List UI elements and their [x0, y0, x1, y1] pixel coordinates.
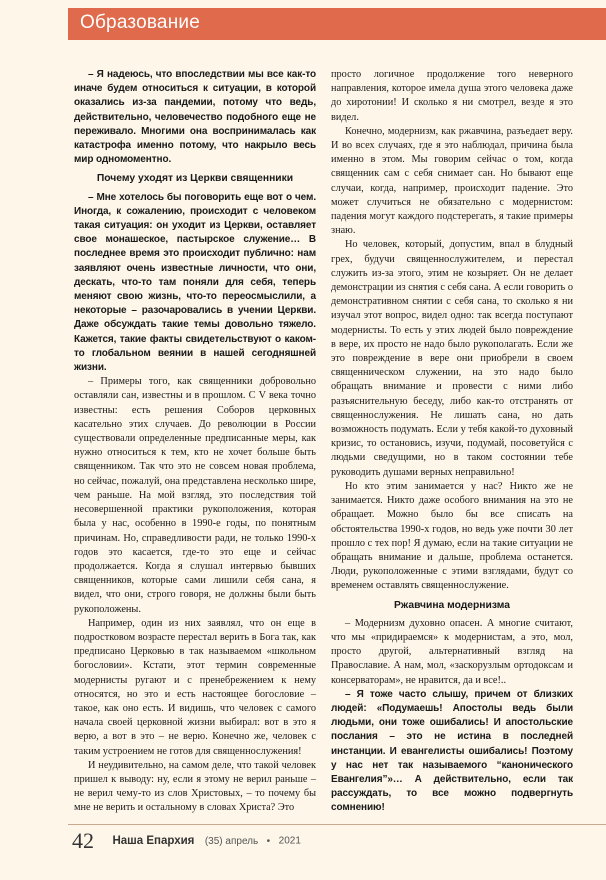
body-paragraph: – Модернизм духовно опасен. А многие считают, что мы «придираемся» к модернистам, а это, мол, просто другой, альтернативный взгляд на Православие. А нам, мол, «заскорузлым ортодоксам и консерваторам», не нравится, да и все!..	[331, 617, 573, 686]
footer-divider	[68, 824, 606, 825]
page-footer	[72, 828, 301, 854]
question-paragraph: – Я тоже часто слышу, причем от близких людей: «Подумаешь! Апостолы ведь были людьми, они тоже ошибались! И апостольские послания – это не истина в последней инстанции. И евангелисты ошибались! Поэтому у нас нет так называемого “канонического Евангелия”»… А действительно, если так рассуждать, то все можно подвергнуть сомнению!	[331, 688, 573, 814]
body-paragraph: Например, один из них заявлял, что он еще в подростковом возрасте перестал верить в Бога так, как предписано Церковью в так называемом «школьном богословии». Кстати, этот термин современные модернисты ругают и с пренебрежением к нему относятся, но это и есть настоящее богословие – такое, как оно есть. И видишь, что человек с самого начала своей церковной жизни выбирал: вот в это я верю, а вот в это – не верю. Конечно же, человек с таким устроением не готов для священнослужения!	[74, 617, 316, 757]
subheading: Почему уходят из Церкви священники	[96, 173, 294, 185]
issue-label: (35) апрель	[204, 835, 259, 847]
question-paragraph: – Я надеюсь, что впоследствии мы все как-то иначе будем относиться к ситуации, в которой оказались из-за пандемии, потому что ведь, действительно, человечество подобного еще не переживало. Многими она воспринималась как катастрофа именно потому, что накрыло весь мир одномоментно.	[74, 69, 316, 166]
question-paragraph: – Мне хотелось бы поговорить еще вот о чем. Иногда, к сожалению, происходит с человеком такая ситуация: он уходит из Церкви, оставляет свое монашеское, пастырское служение… В последнее время это происходит публично: нам заявляют очень известные личности, что они, дескать, что-то там поняли для себя, теперь меняют свою жизнь, что-то переосмыслили, а некоторые – разочаровались в учении Церкви. Даже обсуждать такие темы довольно тяжело. Кажется, такие факты свидетельствуют о каком-то глобальном веянии в нашей сегодняшней жизни.	[74, 191, 316, 374]
footer-separator: •	[266, 835, 271, 847]
issue-year: 2021	[278, 835, 301, 847]
body-paragraph: Но кто этим занимается у нас? Никто же не занимается. Никто даже особого внимания на это не обращает. Можно было бы все списать на обстоятельства 1990-х годов, но ведь уже почти 30 лет прошло с тех пор! Я думаю, если на такие ситуации не обращать внимание и дальше, проблема останется. Люди, рукоположенные с этими взглядами, будут со временем оставлять священнослужение.	[331, 480, 573, 592]
page-header	[0, 0, 606, 44]
left-column	[74, 68, 316, 816]
body-paragraph: просто логичное продолжение того неверного направления, которое имела душа этого человека даже до хиротонии! И сколько я ни смотрел, везде я это видел.	[331, 69, 573, 123]
magazine-name: Наша Епархия	[112, 835, 195, 847]
body-paragraph: Конечно, модернизм, как ржавчина, разъедает веру. И во всех случаях, где я это наблюдал, причина была именно в этом. Мы говорим сейчас о том, когда священник сам с себя снимает сан. Но бывают еще случаи, когда, например, происходит падение. Это может случиться не обязательно с модернистом: падения могут каждого подстерегать, я такие примеры знаю.	[331, 125, 573, 237]
body-paragraph: Но человек, который, допустим, впал в блудный грех, будучи священнослужителем, и перестал служить из-за этого, этим не козыряет. Он не делает демонстрации из снятия с себя сана. А если говорить о демонстративном снятии с себя сана, то сколько я ни изучал этот вопрос, видел одно: так всегда поступают модернисты. То есть у этих людей было повреждение в вере, их просто не надо было рукополагать. Если же это повреждение в вере они приобрели в своем священническом служении, на это надо было обращать внимание и провести с ними либо разъяснительную беседу, либо как-то отстранять от священнослужения. Не лишать сана, но дать возможность подумать. Если у тебя какой-то духовный кризис, то остановись, изучи, подумай, посоветуйся с людьми сведущими, но в таком состоянии тебе руководить душами верных неправильно!	[331, 239, 573, 478]
section-title: Образование	[80, 12, 200, 33]
body-paragraph: И неудивительно, на самом деле, что такой человек пришел к выводу: ну, если я этому не верил раньше – не верил чему-то из слов Христовых, – то почему бы мне не верить и остальному в словах Христа? Это	[74, 759, 316, 814]
subheading: Ржавчина модернизма	[394, 599, 510, 611]
page-number: 42	[72, 828, 94, 853]
section-tab	[68, 8, 606, 40]
body-paragraph: – Примеры того, как священники добровольно оставляли сан, известны и в прошлом. С V века точно известны: есть решения Соборов церковных касательно этих случаев. До революции в России существовали определенные предписанные меры, как нужно относиться к тем, кто не хочет больше быть священником. Так что это не совсем новая проблема, но сейчас, пожалуй, она представлена несколько шире, чем раньше. На мой взгляд, это последствия той несовершенной практики рукоположения, которая была у нас, особенно в 1990-е годы, по понятным причинам. Но, справедливости ради, не только 1990-х годов это касается, где-то это еще и сейчас продолжается. Когда я слушал интервью бывших священников, которые сами лишили себя сана, я видел, что они, строго говоря, не должны были быть рукоположены.	[74, 376, 316, 615]
right-column	[331, 68, 573, 816]
